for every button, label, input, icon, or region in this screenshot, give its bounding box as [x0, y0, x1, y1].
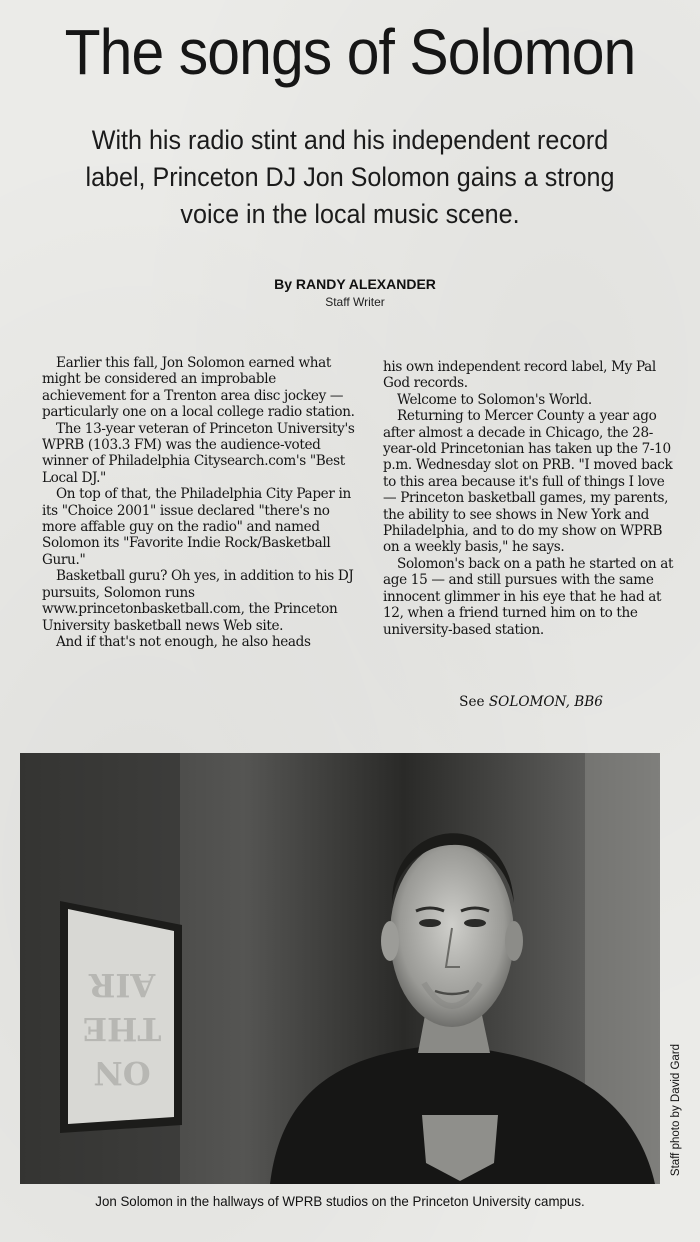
photo-credit: Staff photo by David Gard: [670, 1043, 682, 1177]
jump-see: See: [459, 694, 485, 710]
paragraph: Basketball guru? Oh yes, in addition to his DJ pursuits, Solomon runs www.princetonbasketball.com, the Princeton University basketball news Web site.: [42, 568, 354, 634]
deck-subheadline: With his radio stint and his independent record label, Princeton DJ Jon Solomon gains a strong voice in the local music scene.: [85, 125, 615, 229]
paragraph: Welcome to Solomon's World.: [397, 391, 592, 408]
article-photo: [20, 753, 660, 1184]
byline-role: Staff Writer: [325, 295, 385, 309]
paragraph: Earlier this fall, Jon Solomon earned what might be considered an improbable achievement for a Trenton area disc jockey — particularly one on a local college radio station.: [42, 355, 355, 421]
article-column-right: [383, 359, 679, 638]
on-air-sign-text: ON THE AIR: [82, 966, 162, 1092]
headline: The songs of Solomon: [64, 16, 636, 88]
paragraph: Solomon's back on a path he started on at age 15 — and still pursues with the same innocent glimmer in his eye that he had at 12, when a friend turned him on to the university-based station.: [383, 555, 674, 638]
photo-caption: Jon Solomon in the hallways of WPRB studios on the Princeton University campus.: [95, 1193, 585, 1209]
paragraph: Returning to Mercer County a year ago after almost a decade in Chicago, the 28-year-old Princetonian has taken up the 7-10 p.m. Wednesday slot on PRB. "I moved back to this area because it's full of things I love — Princeton basketball games, my parents, the ability to see shows in New York and Philadelphia, and to do my show on WPRB on a weekly basis," he says.: [383, 408, 673, 556]
paragraph: The 13-year veteran of Princeton University's WPRB (103.3 FM) was the audience-voted winner of Philadelphia Citysearch.com's "Best Local DJ.": [42, 420, 355, 486]
jump-reference: SOLOMON, BB6: [488, 694, 603, 710]
byline-name: By RANDY ALEXANDER: [274, 276, 436, 292]
paragraph: On top of that, the Philadelphia City Paper in its "Choice 2001" issue declared "there's no more affable guy on the radio" and named Solomon its "Favorite Indie Rock/Basketball Guru.": [42, 486, 351, 568]
article-column-left: [42, 355, 360, 650]
paragraph: his own independent record label, My Pal God records.: [383, 359, 656, 392]
paragraph: And if that's not enough, he also heads: [56, 633, 311, 650]
jump-line: [383, 694, 679, 710]
